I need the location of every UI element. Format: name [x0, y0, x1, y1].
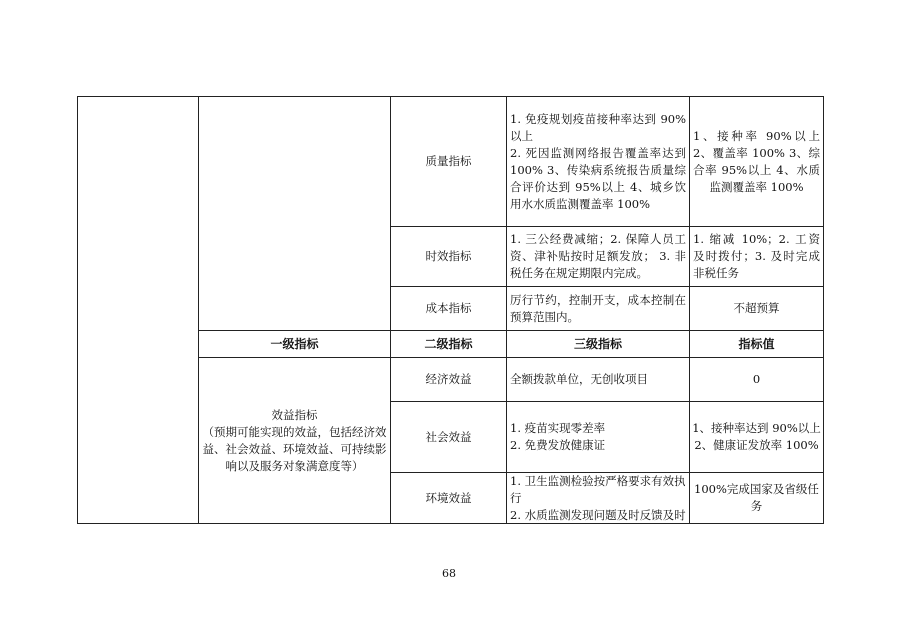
level3-cell-social	[507, 402, 689, 472]
level2-cell-economic: 经济效益	[425, 372, 472, 386]
level2-cell-social: 社会效益	[425, 429, 472, 444]
header-level1: 一级指标	[270, 336, 319, 351]
value-cell-social	[690, 402, 823, 472]
level3-line: 2. 免费发放健康证	[510, 438, 606, 452]
value-text: 1. 缩减 10%；2. 工资及时拨付；3. 及时完成非税任务	[693, 232, 820, 280]
level1-title: 效益指标	[271, 407, 318, 422]
level2-cell-timeliness: 时效指标	[425, 249, 472, 263]
level3-line: 2. 水质监测发现问题及时反馈及时	[510, 507, 686, 522]
value-cell-environmental: 100%完成国家及省级任务	[694, 482, 819, 513]
level2-cell-cost: 成本指标	[425, 301, 472, 315]
value-line: 2、健康证发放率 100%	[694, 438, 819, 452]
level3-line: 1. 卫生监测检验按严格要求有效执行	[510, 473, 686, 505]
header-level3: 三级指标	[573, 336, 622, 351]
level3-cell-environmental	[507, 473, 689, 523]
value-text: 1、接种率 90%以上 2、覆盖率 100% 3、综合率 95%以上 4、水质监测覆盖率 100%	[693, 128, 820, 194]
level3-line: 1. 疫苗实现零差率	[510, 421, 606, 435]
level3-cell-quality	[507, 97, 689, 226]
value-cell-cost: 不超预算	[733, 301, 780, 315]
value-line: 1、接种率达到 90%以上	[692, 421, 821, 435]
header-level2: 二级指标	[424, 336, 473, 351]
level3-cell-cost	[507, 287, 689, 330]
level3-line: 1. 免疫规划疫苗接种率达到 90%以上	[510, 111, 686, 143]
level2-cell-quality: 质量指标	[425, 154, 472, 168]
level3-text: 厉行节约，控制开支，成本控制在预算范围内。	[510, 292, 686, 324]
level2-cell-environmental: 环境效益	[425, 490, 472, 505]
level3-text: 1. 三公经费减缩；2. 保障人员工资、津补贴按时足额发放； 3. 非税任务在规定期限内完成。	[510, 232, 686, 280]
level3-cell-economic: 全额拨款单位，无创收项目	[510, 372, 648, 386]
value-cell-timeliness	[690, 227, 823, 286]
header-value: 指标值	[738, 336, 775, 351]
level1-cell-benefit	[199, 358, 390, 523]
value-cell-quality	[690, 97, 823, 226]
level1-note: （预期可能实现的效益，包括经济效益、社会效益、环境效益、可持续影响以及服务对象满意度等）	[202, 424, 387, 473]
level3-line: 2. 死因监测网络报告覆盖率达到 100% 3、传染病系统报告质量综合评价达到 95%以上 4、城乡饮用水水质监测覆盖率 100%	[510, 145, 686, 211]
page-number: 68	[442, 567, 456, 580]
level3-cell-timeliness	[507, 227, 689, 286]
value-cell-economic: 0	[752, 372, 761, 386]
